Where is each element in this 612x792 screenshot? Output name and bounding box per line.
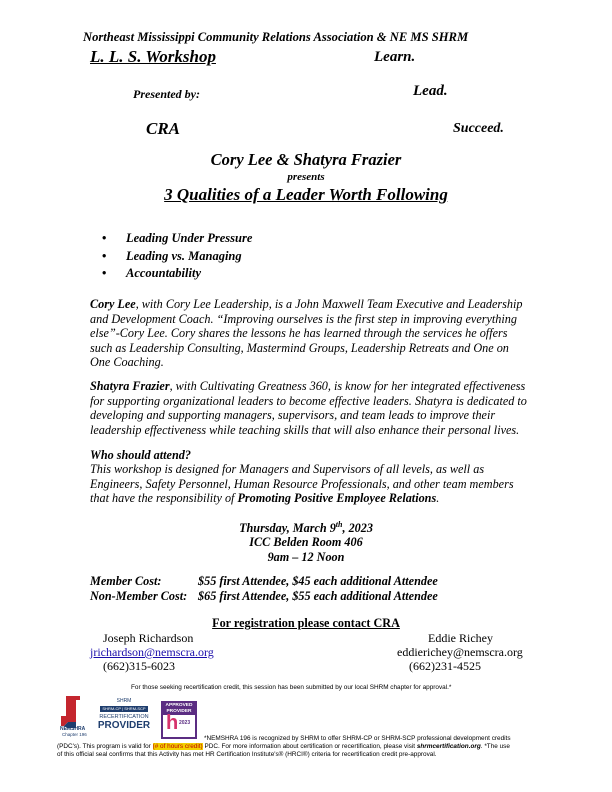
shrm-logo-top: SHRM: [116, 698, 132, 704]
nemshra-name: NEMSHRA: [60, 726, 86, 732]
nonmember-cost-value: $65 first Attendee, $55 each additional Attendee: [198, 589, 438, 603]
shrm-logo-provider: PROVIDER: [97, 720, 151, 731]
contact2-phone: (662)231-4525: [409, 659, 481, 673]
cory-lee-bio-text: , with Cory Lee Leadership, is a John Maxwell Team Executive and Leadership and Development Coach. “Improving ourselves is the first step in improving everything else”-Cory Lee. Cory shares the lessons he has learned through the services he offers such as Leadership Consulting, Mastermind Groups, Leadership Retreats and One on One Coaching.: [90, 297, 523, 370]
member-cost-value: $55 first Attendee, $45 each additional Attendee: [198, 574, 438, 588]
presented-by-label: Presented by:: [133, 87, 200, 101]
list-item: • Leading vs. Managing: [102, 248, 252, 266]
attend-heading: Who should attend?: [90, 448, 191, 462]
event-time: 9am – 12 Noon: [267, 550, 345, 564]
pdc-hours-highlight: (# of hours credit): [152, 743, 203, 750]
succeed-word: Succeed.: [453, 121, 504, 136]
hrci-line: of this official seal confirms that this Activity has met HR Certification Institute's® (HRCI®) criteria for recertification credit pre-approval.: [57, 751, 437, 758]
hrci-logo-approved: APPROVED: [165, 703, 193, 708]
contact1-email-link[interactable]: jrichardson@nemscra.org: [90, 645, 214, 659]
pdc-line: [57, 743, 510, 751]
event-date-text: Thursday, March 9: [239, 521, 336, 536]
shatyra-frazier-bio-text: , with Cultivating Greatness 360, is know for her integrated effectiveness for supporting organizational leaders to become effective leaders. Shatyra is dedicated to developing and supporting managers, supervisors, and team leads to improve their leadership effectiveness while teaching skills that will also enhance their personal lives.: [90, 379, 527, 437]
shatyra-frazier-bio: [90, 379, 528, 437]
hrci-provider-logo: [161, 701, 197, 739]
topic-list: [102, 230, 252, 283]
learn-word: Learn.: [374, 49, 416, 65]
cra-label: CRA: [146, 119, 181, 138]
attend-emphasis: Promoting Positive Employee Relations: [237, 491, 437, 506]
shatyra-frazier-name: Shatyra Frazier: [90, 379, 170, 393]
shrm-recognition-text: *NEMSHRA 196 is recognized by SHRM to offer SHRM-CP or SHRM-SCP professional development credits: [204, 735, 511, 742]
event-date-suffix: th: [335, 520, 343, 529]
contact1-name: Joseph Richardson: [103, 631, 194, 645]
org-line: Northeast Mississippi Community Relations Association & NE MS SHRM: [83, 30, 469, 44]
shrm-provider-logo: [90, 698, 158, 736]
pdc-middle: PDC. For more information about certification or recertification, please visit: [202, 743, 417, 750]
recertification-note: For those seeking recertification credit, this session has been submitted by our local SHRM chapter for approval.*: [131, 684, 452, 691]
cory-lee-bio: [90, 297, 528, 370]
attend-end: .: [436, 491, 440, 506]
cory-lee-name: Cory Lee: [90, 297, 136, 311]
workshop-title: L. L. S. Workshop: [90, 47, 216, 66]
lead-word: Lead.: [413, 83, 448, 99]
list-item: • Accountability: [102, 265, 252, 283]
event-date: [0, 520, 612, 536]
hrci-h-icon: h: [166, 712, 179, 734]
shrm-logo-recert: RECERTIFICATION: [99, 714, 149, 720]
presenter-names: Cory Lee & Shatyra Frazier: [210, 150, 402, 169]
contact2-email: eddierichey@nemscra.org: [397, 645, 523, 659]
attend-text: This workshop is designed for Managers and Supervisors of all levels, as well as Engineers, Safety Personnel, Human Resource Professionals, and other team members that have the responsibility of: [90, 462, 514, 506]
member-cost-label: Member Cost:: [90, 574, 162, 588]
shrm-certification-site: shrmcertification.org: [416, 743, 481, 750]
presents-label: presents: [287, 171, 325, 183]
registration-heading: For registration please contact CRA: [212, 616, 400, 630]
event-date-year: , 2023: [342, 521, 373, 536]
hrci-logo-year: 2023: [179, 720, 191, 726]
hrci-logo-provider: PROVIDER: [166, 709, 192, 714]
pdc-end: . *The use: [480, 743, 510, 750]
contact1-phone: (662)315-6023: [103, 659, 175, 673]
hrci-logo-panel: [163, 712, 195, 737]
nemshra-chapter: Chapter 196: [62, 732, 87, 737]
pdc-prefix: (PDC's). This program is valid for: [57, 743, 153, 750]
talk-title: 3 Qualities of a Leader Worth Following: [164, 185, 448, 204]
shrm-logo-band: SHRM-CP | SHRM-SCP: [100, 706, 148, 712]
list-item: • Leading Under Pressure: [102, 230, 252, 248]
nonmember-cost-label: Non-Member Cost:: [90, 589, 188, 603]
contact2-name: Eddie Richey: [428, 631, 493, 645]
event-location: ICC Belden Room 406: [249, 535, 363, 549]
attend-description: [90, 462, 528, 506]
